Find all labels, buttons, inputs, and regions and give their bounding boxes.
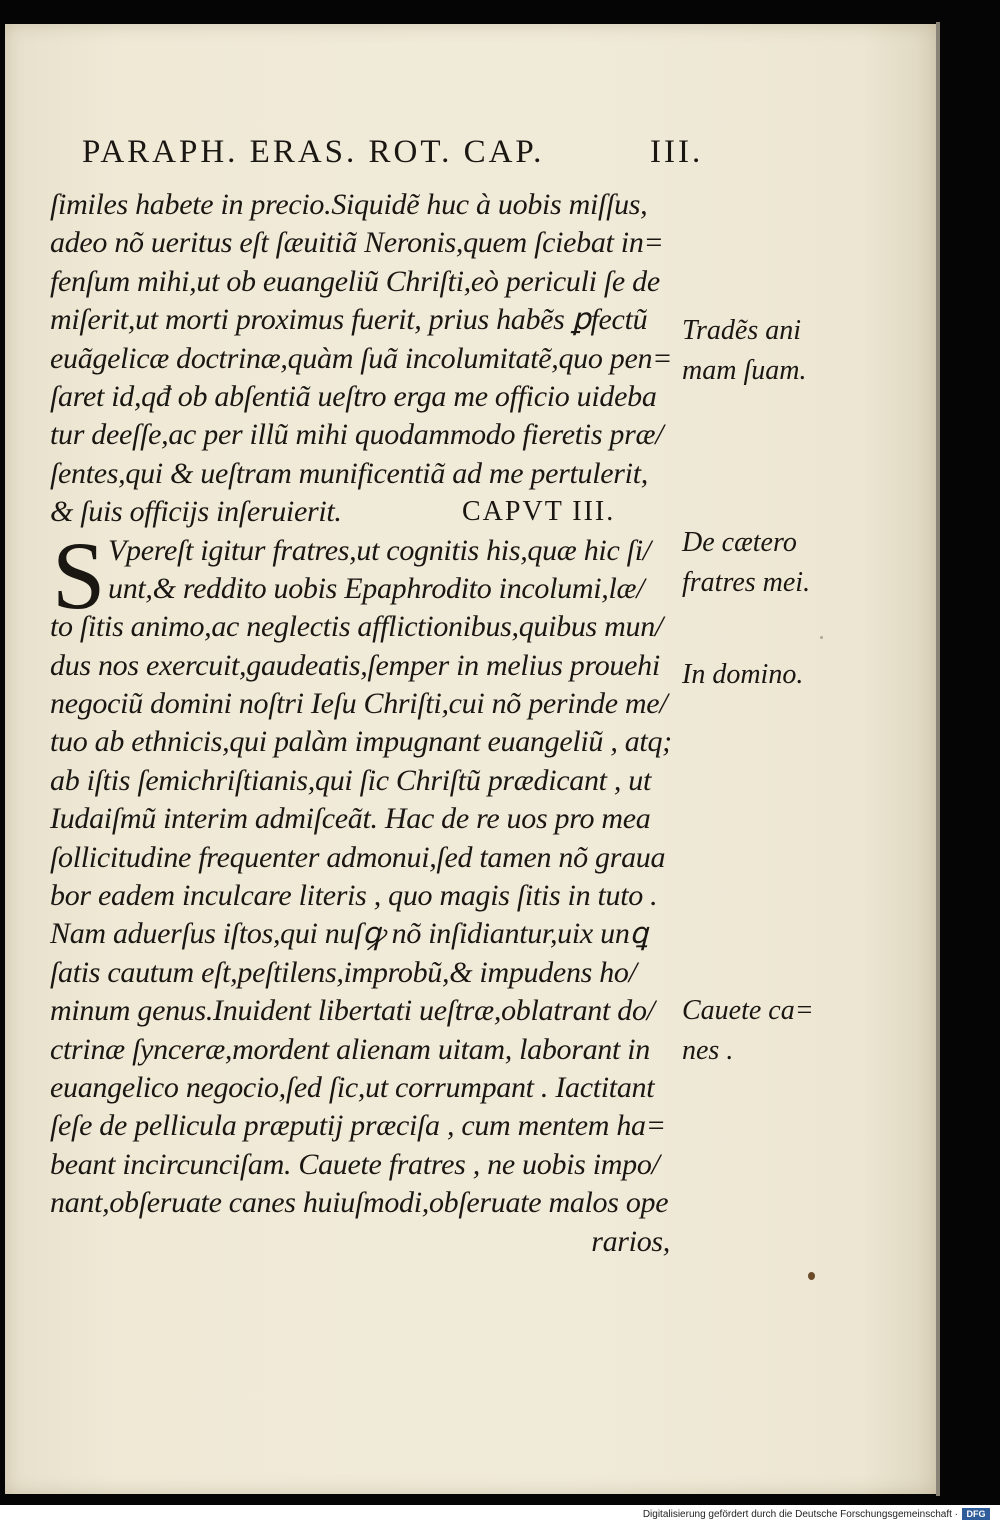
text-line: beant incircunciſam. Cauete fratres , ne uobis impo/: [50, 1147, 660, 1181]
text-line: Iudaiſmũ interim admiſceãt. Hac de re uos pro mea: [50, 802, 651, 836]
chapter-heading: CAPVT III.: [462, 496, 616, 528]
text-line: to ſitis animo,ac neglectis afflictionibus,quibus mun/: [50, 610, 663, 644]
text-line: tuo ab ethnicis,qui palàm impugnant euangeliũ , atq;: [50, 725, 672, 759]
text-line: minum genus.Inuident libertati ueſtræ,oblatrant do/: [50, 994, 655, 1028]
running-head-title: PARAPH. ERAS. ROT. CAP.: [82, 134, 545, 170]
text-line: dus nos exercuit,gaudeatis,ſemper in melius prouehi: [50, 648, 660, 682]
text-line: & ſuis officijs inſeruierit.: [50, 495, 342, 529]
text-line-with-heading: [50, 493, 690, 531]
text-line: ſentes,qui & ueſtram munificentiã ad me pertulerit,: [50, 456, 648, 490]
text-line: ſatis cautum eſt,peſtilens,improbũ,& impudens ho/: [50, 955, 637, 989]
dfg-logo: DFG: [962, 1508, 990, 1520]
page-edge: [936, 22, 940, 1496]
text-line: bor eadem inculcare literis , quo magis ſitis in tuto .: [50, 879, 658, 913]
text-line: fenſum mihi,ut ob euangeliũ Chriſti,eò periculi ſe de: [50, 264, 660, 298]
digitization-credit: Digitalisierung gefördert durch die Deutsche Forschungsgemeinschaft ·: [642, 1509, 958, 1520]
body-text: [50, 186, 690, 1261]
text-line: Nam aduerſus iſtos,qui nuſꝙ nõ inſidiantur,uix unꝗ: [50, 917, 648, 951]
text-line: euangelico negocio,ſed ſic,ut corrumpant . Iactitant: [50, 1070, 655, 1104]
text-line: nant,obſeruate canes huiuſmodi,obſeruate malos ope: [50, 1186, 669, 1220]
margin-note: nes .: [682, 1035, 734, 1066]
text-line: ctrinæ ſynceræ,mordent alienam uitam, laborant in: [50, 1032, 650, 1066]
margin-note: Cauete ca=: [682, 995, 814, 1026]
text-line: miſerit,ut morti proximus fuerit, prius habẽs ꝑfectũ: [50, 303, 648, 337]
running-head: [82, 134, 702, 174]
text-line: tur deeſſe,ac per illũ mihi quodammodo fieretis præ/: [50, 418, 664, 452]
paper-stain: [820, 636, 823, 639]
margin-note: De cætero: [682, 527, 797, 558]
margin-note: mam ſuam.: [682, 355, 807, 386]
text-line: Vpereſt igitur fratres,ut cognitis his,quæ hic ſi/: [108, 533, 651, 567]
text-line: ſaret id,qđ ob abſentiã ueſtro erga me officio uideba: [50, 379, 657, 413]
text-line: negociũ domini noſtri Ieſu Chriſti,cui nõ perinde me/: [50, 687, 668, 721]
text-line: adeo nõ ueritus eſt ſæuitiã Neronis,quem ſciebat in=: [50, 226, 664, 260]
text-line-catchword: rarios,: [591, 1224, 670, 1258]
text-line: ſimiles habete in precio.Siquidẽ huc à uobis miſſus,: [50, 188, 648, 221]
drop-capital: S: [52, 522, 106, 629]
running-head-chapter-number: III.: [650, 134, 704, 170]
text-line: unt,& reddito uobis Epaphrodito incolumi,læ/: [108, 571, 645, 605]
margin-note: fratres mei.: [682, 567, 811, 598]
margin-note: Tradẽs ani: [682, 315, 802, 346]
text-line: ſollicitudine frequenter admonui,ſed tamen nõ graua: [50, 840, 666, 874]
margin-note: In domino.: [682, 659, 804, 690]
text-line: ab iſtis ſemichriſtianis,qui ſic Chriſtũ prædicant , ut: [50, 763, 652, 797]
text-line: ſeſe de pellicula præputij præciſa , cum mentem ha=: [50, 1109, 666, 1143]
paper-stain: [808, 1272, 815, 1280]
text-line: euãgelicæ doctrinæ,quàm ſuã incolumitatẽ,quo pen=: [50, 341, 673, 375]
